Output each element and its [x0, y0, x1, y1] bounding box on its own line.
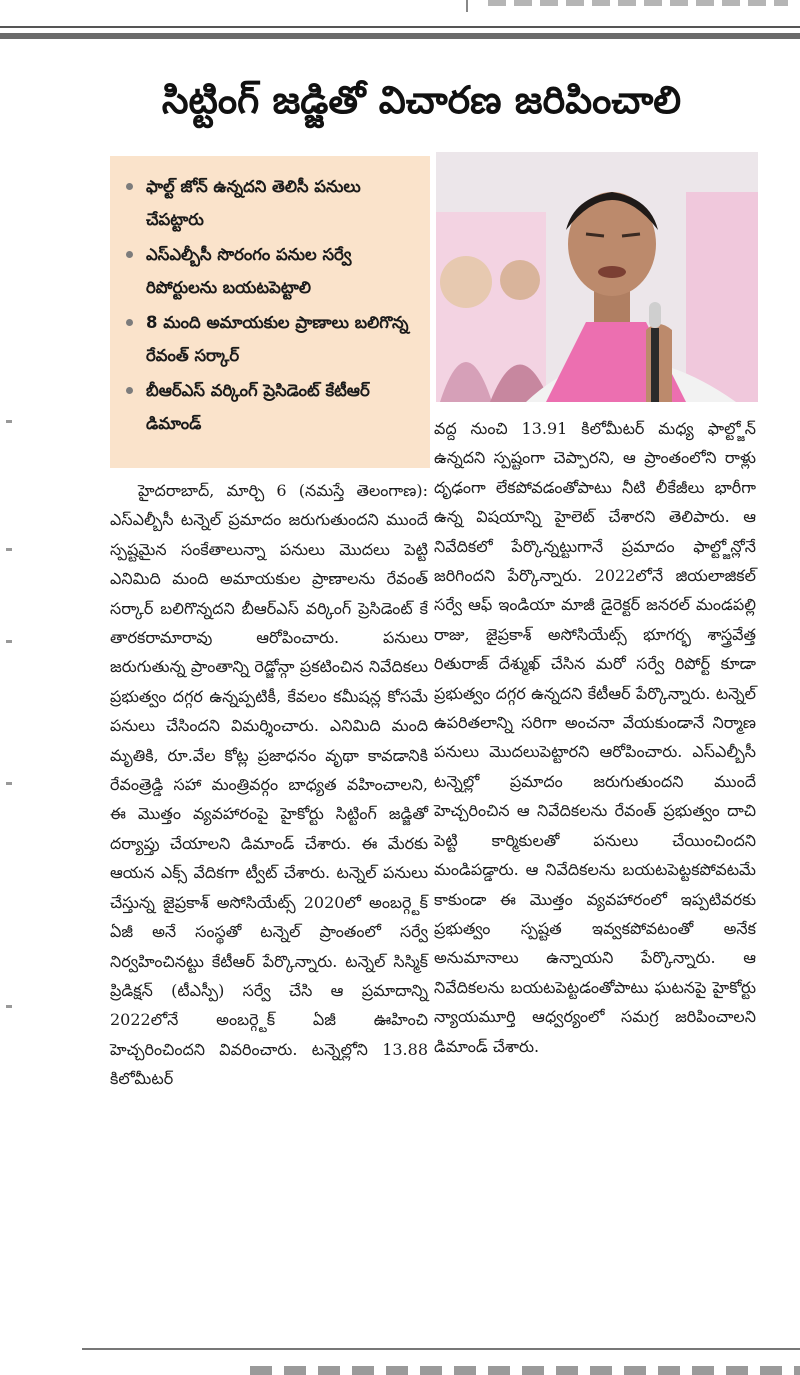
- top-rule-thick: [0, 33, 800, 39]
- margin-mark: [6, 420, 12, 423]
- speaker-photo-illustration: [436, 152, 758, 402]
- bullet-icon: [126, 387, 133, 394]
- news-article: [54, 56, 794, 1356]
- top-corner-divider: [466, 0, 468, 12]
- highlight-text: బీఆర్ఎస్ వర్కింగ్ ప్రెసిడెంట్ కేటీఆర్ డిమాండ్: [146, 381, 370, 433]
- cropped-header-text: [488, 0, 788, 6]
- body-column-left: [110, 476, 428, 1094]
- highlight-item: [124, 170, 416, 236]
- bottom-rule: [82, 1348, 800, 1350]
- margin-mark: [6, 640, 12, 643]
- highlight-item: [124, 238, 416, 304]
- article-headline: సిట్టింగ్ జడ్జితో విచారణ జరిపించాలి: [161, 78, 682, 122]
- highlight-text: ఫాల్ట్ జోన్ ఉన్నదని తెలిసీ పనులు చేపట్టారు: [146, 177, 361, 229]
- highlights-box: [110, 156, 430, 468]
- body-column-right: [434, 414, 756, 1061]
- speaker-photo: [436, 152, 758, 402]
- highlight-item: [124, 374, 416, 440]
- highlight-text: 8 మంది అమాయకుల ప్రాణాలు బలిగొన్న రేవంత్ సర్కార్: [146, 313, 409, 365]
- margin-mark: [6, 1005, 12, 1008]
- margin-mark: [6, 782, 12, 785]
- bullet-icon: [126, 183, 133, 190]
- body-text-left: హైదరాబాద్, మార్చి 6 (నమస్తే తెలంగాణ): ఎస్ఎల్బీసీ టన్నెల్ ప్రమాదం జరుగుతుందని ముందే స్పష్టమైన సంకేతాలున్నా పనులు మొదలు పెట్టి ఎనిమిది మంది అమాయకుల ప్రాణాలను రేవంత్ సర్కార్ బలిగొన్నదని బీఆర్ఎస్ వర్కింగ్ ప్రెసిడెంట్ కే తారకరామారావు ఆరోపించారు. పనులు జరుగుతున్న ప్రాంతాన్ని రెడ్జోన్గా ప్రకటించిన నివేదికలు ప్రభుత్వం దగ్గర ఉన్నప్పటికీ, కేవలం కమీషన్ల కోసమే పనులు చేసిందని విమర్శించారు. ఎనిమిది మంది మృతికి, రూ.వేల కోట్ల ప్రజాధనం వృథా కావడానికి రేవంత్రెడ్డి సహా మంత్రివర్గం బాధ్యత వహించాలని, ఈ మొత్తం వ్యవహారంపై హైకోర్టు సిట్టింగ్ జడ్జితో దర్యాప్తు చేయాలని డిమాండ్ చేశారు. ఈ మేరకు ఆయన ఎక్స్ వేదికగా ట్వీట్ చేశారు. టన్నెల్ పనులు చేస్తున్న జైప్రకాశ్ అసోసియేట్స్ 2020లో అంబర్గ్టెక్ ఏజీ అనే సంస్థతో టన్నెల్ ప్రాంతంలో సర్వే నిర్వహించినట్టు కేటీఆర్ పేర్కొన్నారు. టన్నెల్ సిస్మిక్ ప్రిడిక్షన్ (టీఎస్పీ) సర్వే చేసి ఆ ప్రమాదాన్ని 2022లోనే అంబర్గ్టెక్ ఏజీ ఊహించి హెచ్చరించిందని వివరించారు. టన్నెల్లోని 13.88 కిలోమీటర్: [110, 481, 428, 1089]
- bullet-icon: [126, 251, 133, 258]
- highlight-item: [124, 306, 416, 372]
- body-text-right: వద్ద నుంచి 13.91 కిలోమీటర్ మధ్య ఫాల్ట్జోన్ ఉన్నదని స్పష్టంగా చెప్పారని, ఆ ప్రాంతంలోని రాళ్లు దృఢంగా లేకపోవడంతోపాటు నీటి లీకేజీలు భారీగా ఉన్న విషయాన్ని హైలెట్ చేశారని తెలిపారు. ఆ నివేదికలో పేర్కొన్నట్టుగానే ప్రమాదం ఫాల్ట్జోన్లోనే జరిగిందని పేర్కొన్నారు. 2022లోనే జియలాజికల్ సర్వే ఆఫ్ ఇండియా మాజీ డైరెక్టర్ జనరల్ మండపల్లి రాజు, జైప్రకాశ్ అసోసియేట్స్ భూగర్భ శాస్త్రవేత్త రితురాజ్ దేశ్ముఖ్ చేసిన మరో సర్వే రిపోర్ట్ కూడా ప్రభుత్వం దగ్గర ఉన్నదని కేటీఆర్ పేర్కొన్నారు. టన్నెల్ ఉపరితలాన్ని సరిగా అంచనా వేయకుండానే నిర్మాణ పనులు మొదలుపెట్టారని ఆరోపించారు. ఎస్ఎల్బీసీ టన్నెల్లో ప్రమాదం జరుగుతుందని ముందే హెచ్చరించిన ఆ నివేదికలను రేవంత్ ప్రభుత్వం దాచి పెట్టి కార్మికులతో పనులు చేయించిందని మండిపడ్డారు. ఆ నివేదికలను బయటపెట్టకపోవటమే కాకుండా ఈ మొత్తం వ్యవహారంలో ఇప్పటివరకు ప్రభుత్వం స్పష్టత ఇవ్వకపోవటంతో అనేక అనుమానాలు ఉన్నాయని పేర్కొన్నారు. ఆ నివేదికలను బయటపెట్టడంతోపాటు ఘటనపై హైకోర్టు న్యాయమూర్తి ఆధ్వర్యంలో సమగ్ర జరిపించాలని డిమాండ్ చేశారు.: [434, 419, 756, 1056]
- highlight-text: ఎస్ఎల్బీసీ సొరంగం పనుల సర్వే రిపోర్టులను బయటపెట్టాలి: [146, 245, 352, 297]
- bullet-icon: [126, 319, 133, 326]
- cropped-next-headline: [250, 1366, 800, 1375]
- top-rule-thin: [0, 26, 800, 28]
- margin-mark: [6, 548, 12, 551]
